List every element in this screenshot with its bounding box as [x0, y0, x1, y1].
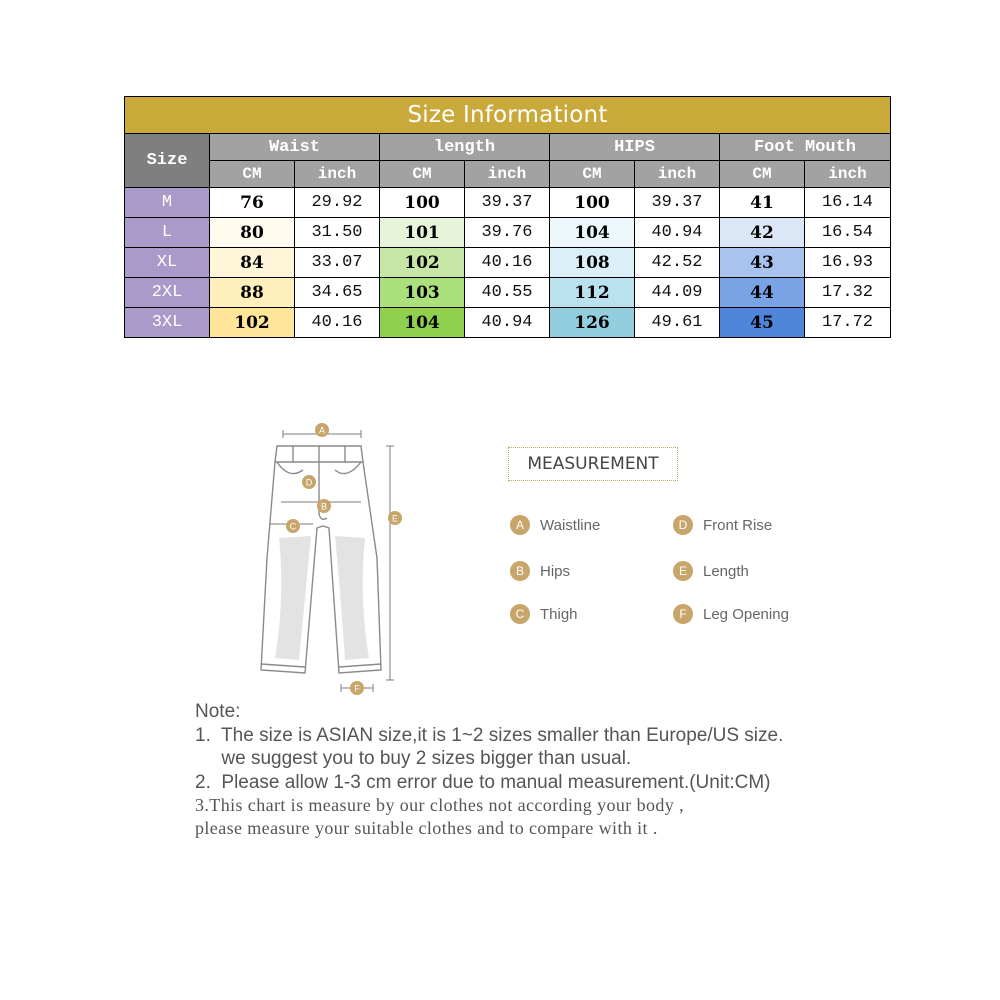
legend-letter-badge: B [510, 561, 530, 581]
inch-value-cell: 49.61 [635, 308, 720, 338]
legend-item-front-rise [673, 515, 772, 535]
unit-header: CM [380, 161, 465, 188]
inch-value-cell: 39.76 [465, 218, 550, 248]
unit-header: inch [295, 161, 380, 188]
cm-value-cell: 42 [720, 218, 805, 248]
cm-value-cell: 126 [550, 308, 635, 338]
unit-header: CM [550, 161, 635, 188]
inch-value-cell: 34.65 [295, 278, 380, 308]
note-line-1b: we suggest you to buy 2 sizes bigger than usual. [195, 748, 632, 769]
inch-value-cell: 42.52 [635, 248, 720, 278]
size-cell: XL [125, 248, 210, 278]
legend-label: Hips [540, 562, 571, 580]
note-line-3: 3.This chart is measure by our clothes not according your body , [195, 795, 684, 815]
cm-value-cell: 100 [550, 188, 635, 218]
legend-item-hips [510, 561, 570, 581]
cm-value-cell: 103 [380, 278, 465, 308]
inch-value-cell: 29.92 [295, 188, 380, 218]
svg-text:C: C [289, 521, 297, 532]
inch-value-cell: 31.50 [295, 218, 380, 248]
legend-item-waistline [510, 515, 600, 535]
size-cell: L [125, 218, 210, 248]
cm-value-cell: 101 [380, 218, 465, 248]
legend-item-length [673, 561, 749, 581]
cm-value-cell: 43 [720, 248, 805, 278]
inch-value-cell: 16.93 [805, 248, 891, 278]
inch-value-cell: 44.09 [635, 278, 720, 308]
cm-value-cell: 104 [550, 218, 635, 248]
unit-header: inch [635, 161, 720, 188]
unit-header: CM [210, 161, 295, 188]
notes-section [195, 700, 895, 840]
size-cell: M [125, 188, 210, 218]
legend-letter-badge: A [510, 515, 530, 535]
diagram-marker-c [286, 519, 300, 533]
inch-value-cell: 39.37 [465, 188, 550, 218]
note-line-1: 1. The size is ASIAN size,it is 1~2 sizes smaller than Europe/US size. [195, 724, 784, 746]
cm-value-cell: 88 [210, 278, 295, 308]
legend-item-leg-opening [673, 604, 789, 624]
cm-value-cell: 102 [210, 308, 295, 338]
table-row [125, 188, 891, 218]
inch-value-cell: 40.55 [465, 278, 550, 308]
cm-value-cell: 76 [210, 188, 295, 218]
size-cell: 3XL [125, 308, 210, 338]
cm-value-cell: 84 [210, 248, 295, 278]
measurement-title: MEASUREMENT [508, 447, 678, 481]
unit-header: inch [805, 161, 891, 188]
cm-value-cell: 108 [550, 248, 635, 278]
size-column-header: Size [125, 134, 210, 188]
inch-value-cell: 16.54 [805, 218, 891, 248]
legend-letter-badge: E [673, 561, 693, 581]
cm-value-cell: 44 [720, 278, 805, 308]
table-row [125, 308, 891, 338]
inch-value-cell: 17.72 [805, 308, 891, 338]
arrow-e [386, 446, 394, 680]
svg-text:E: E [391, 513, 399, 524]
inch-value-cell: 40.94 [465, 308, 550, 338]
group-header-length: length [380, 134, 550, 161]
cm-value-cell: 104 [380, 308, 465, 338]
legend-label: Length [703, 562, 749, 580]
table-title: Size Informationt [125, 97, 891, 134]
note-line-2: 2. Please allow 1-3 cm error due to manual measurement.(Unit:CM) [195, 771, 771, 793]
pants-diagram [255, 418, 415, 698]
legend-letter-badge: F [673, 604, 693, 624]
inch-value-cell: 40.16 [295, 308, 380, 338]
table-row [125, 248, 891, 278]
size-table [124, 96, 891, 338]
unit-header: CM [720, 161, 805, 188]
inch-value-cell: 33.07 [295, 248, 380, 278]
diagram-marker-a [315, 423, 329, 437]
inch-value-cell: 40.94 [635, 218, 720, 248]
svg-text:F: F [354, 683, 360, 694]
legend-label: Thigh [540, 605, 578, 623]
cm-value-cell: 41 [720, 188, 805, 218]
diagram-marker-b [317, 499, 331, 513]
note-line-4: please measure your suitable clothes and to compare with it . [195, 818, 658, 838]
diagram-marker-e [388, 511, 402, 525]
group-header-foot-mouth: Foot Mouth [720, 134, 891, 161]
diagram-marker-d [302, 475, 316, 489]
svg-text:A: A [318, 425, 326, 436]
svg-text:B: B [320, 501, 328, 512]
group-header-waist: Waist [210, 134, 380, 161]
inch-value-cell: 40.16 [465, 248, 550, 278]
legend-letter-badge: C [510, 604, 530, 624]
diagram-marker-f [350, 681, 364, 695]
legend-label: Waistline [540, 516, 601, 534]
size-cell: 2XL [125, 278, 210, 308]
cm-value-cell: 102 [380, 248, 465, 278]
legend-item-thigh [510, 604, 578, 624]
unit-header: inch [465, 161, 550, 188]
legend-letter-badge: D [673, 515, 693, 535]
cm-value-cell: 80 [210, 218, 295, 248]
cm-value-cell: 45 [720, 308, 805, 338]
inch-value-cell: 39.37 [635, 188, 720, 218]
svg-text:D: D [305, 477, 313, 488]
note-heading: Note: [195, 701, 241, 722]
cm-value-cell: 112 [550, 278, 635, 308]
table-row [125, 278, 891, 308]
legend-label: Front Rise [703, 516, 773, 534]
legend-label: Leg Opening [703, 605, 789, 623]
group-header-hips: HIPS [550, 134, 720, 161]
inch-value-cell: 16.14 [805, 188, 891, 218]
cm-value-cell: 100 [380, 188, 465, 218]
inch-value-cell: 17.32 [805, 278, 891, 308]
table-row [125, 218, 891, 248]
